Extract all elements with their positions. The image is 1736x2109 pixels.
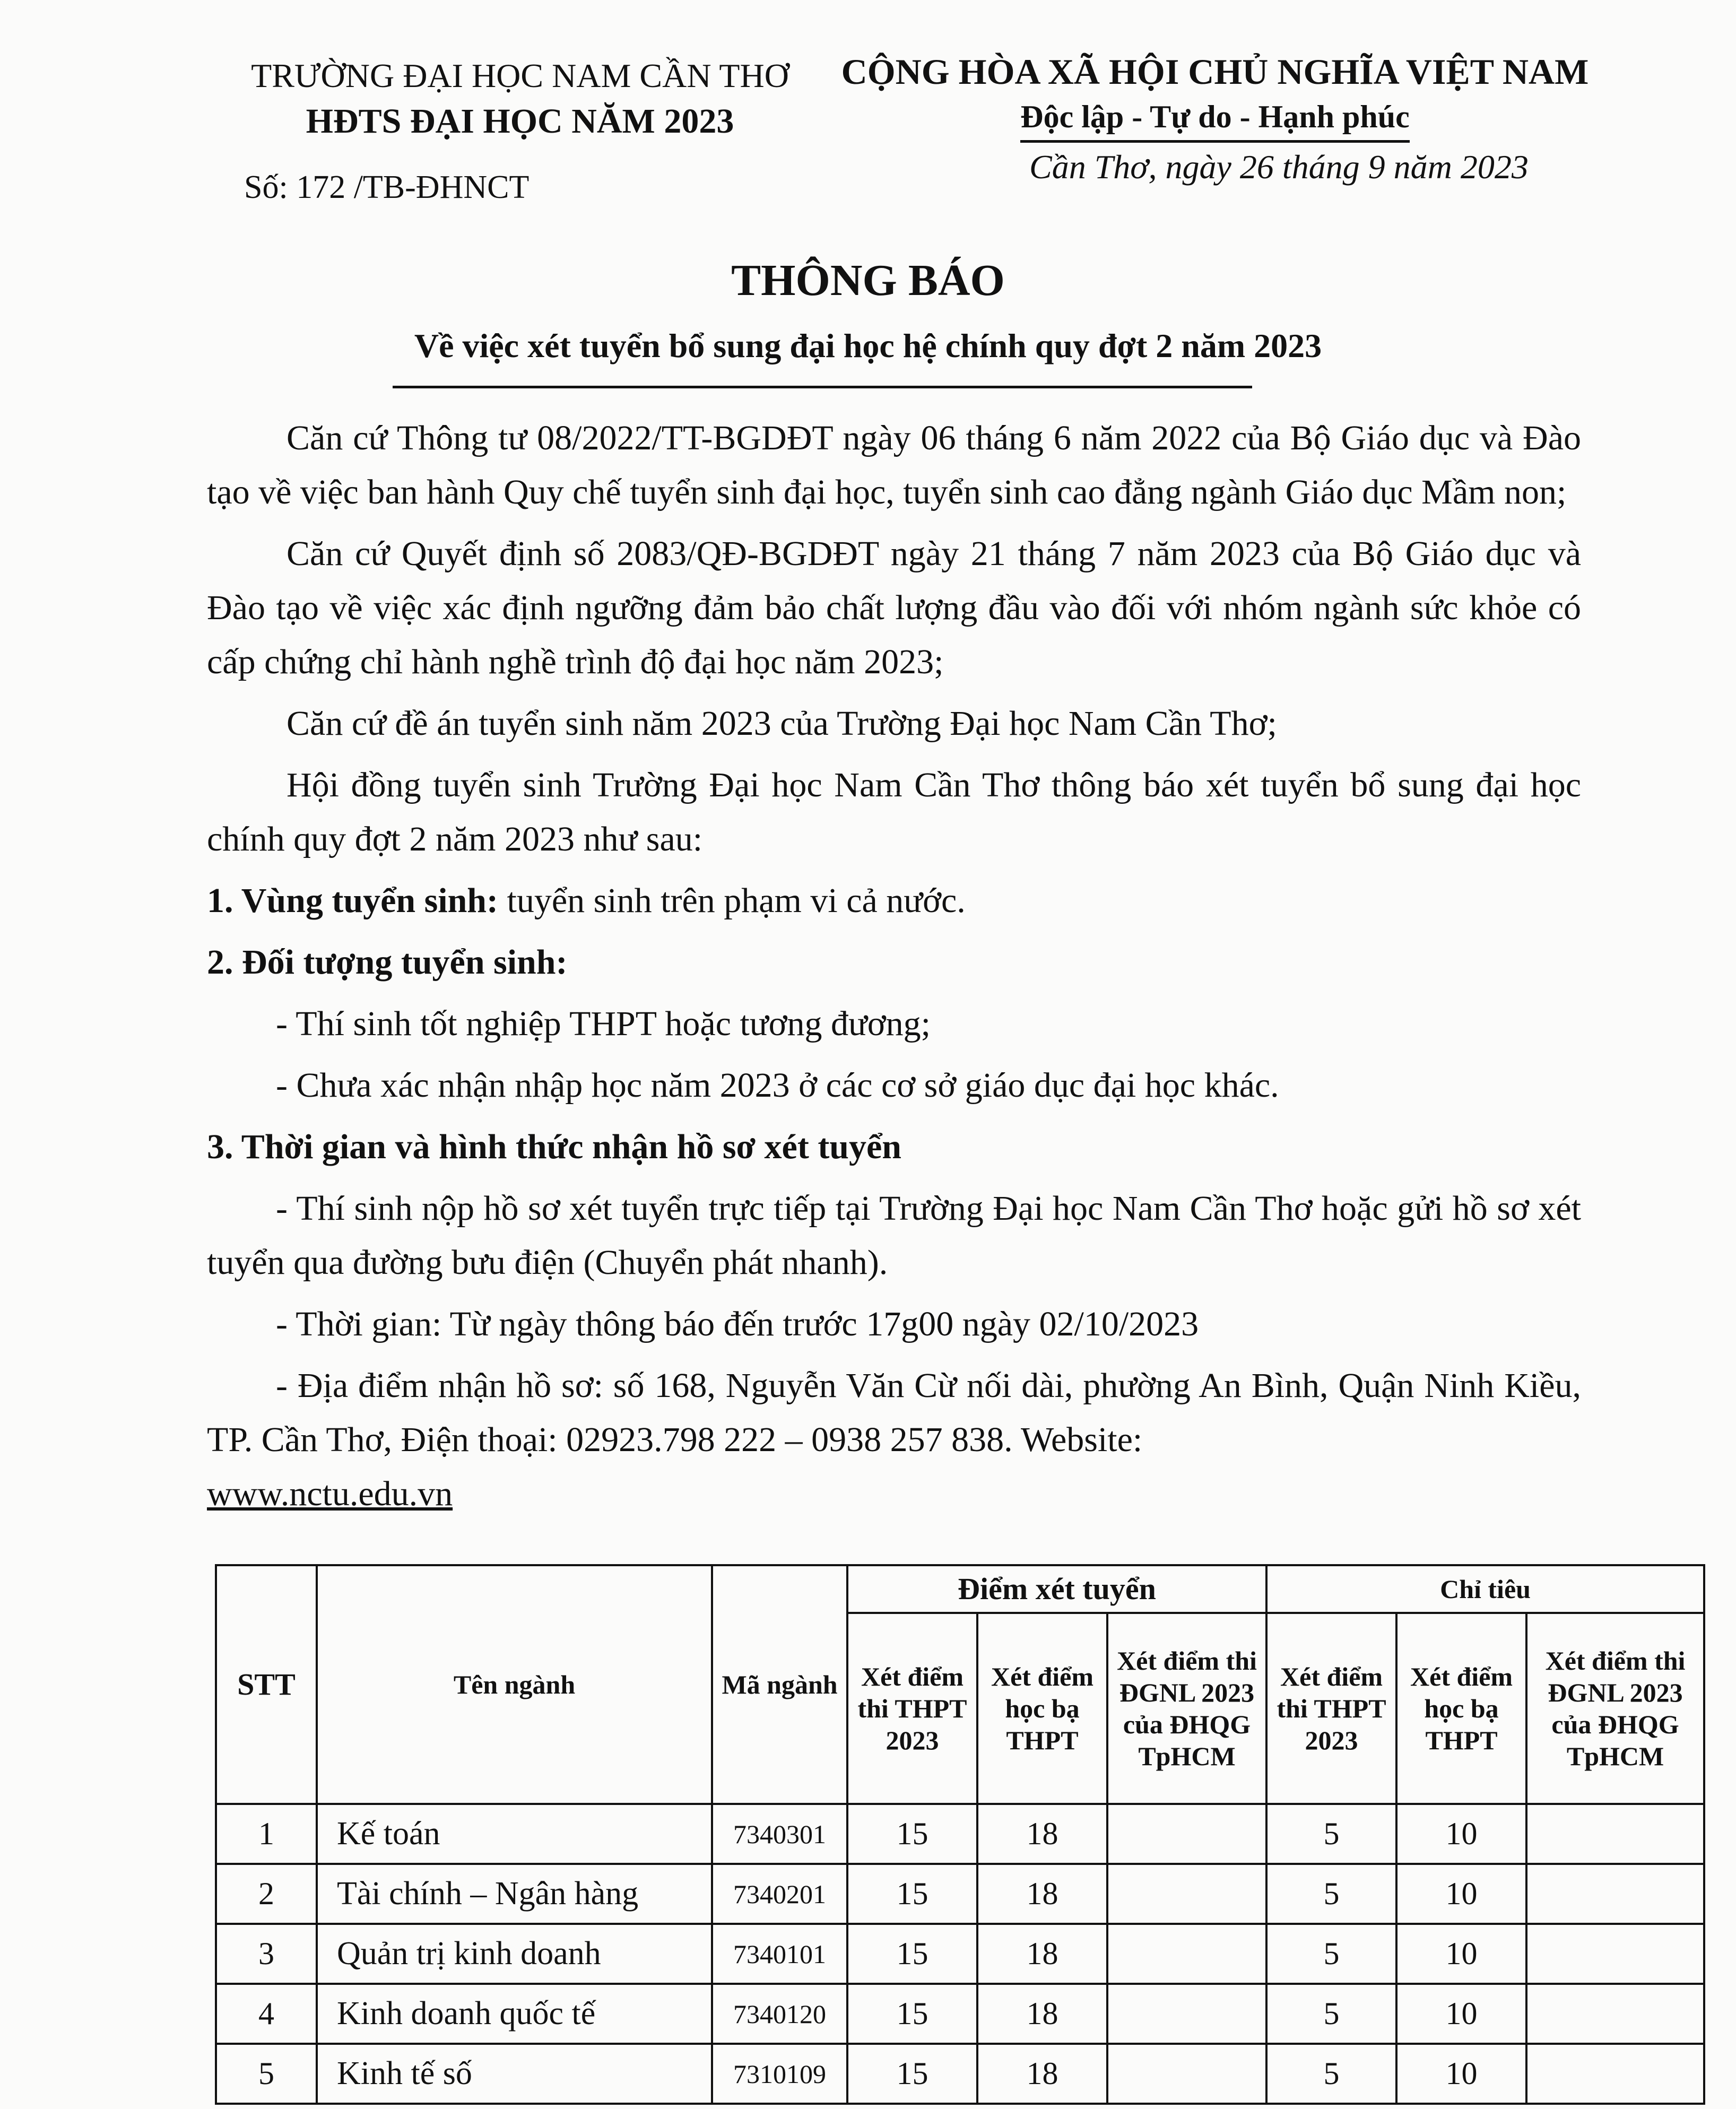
cell-score-dgnl (1107, 1984, 1266, 2044)
cell-score-dgnl (1107, 1804, 1266, 1864)
header-quota-dgnl: Xét điểm thi ĐGNL 2023 của ĐHQG TpHCM (1526, 1613, 1704, 1804)
table-row (216, 1924, 1704, 1984)
cell-name: Kinh tế số (317, 2044, 712, 2104)
issue-date: Cần Thơ, ngày 26 tháng 9 năm 2023 (1029, 148, 1529, 186)
cell-stt: 4 (216, 1984, 317, 2044)
cell-code: 7340301 (712, 1804, 847, 1864)
header-quota-group: Chỉ tiêu (1266, 1565, 1704, 1613)
table-row (216, 1864, 1704, 1924)
section-2-item: - Thí sinh tốt nghiệp THPT hoặc tương đương; (276, 1004, 931, 1043)
section-2-item: - Chưa xác nhận nhập học năm 2023 ở các cơ sở giáo dục đại học khác. (276, 1066, 1279, 1105)
reference-number: Số: 172 /TB-ĐHNCT (244, 169, 530, 205)
cell-quota-thpt: 5 (1266, 2044, 1396, 2104)
cell-score-hocba: 18 (977, 2044, 1107, 2104)
admission-table (215, 1564, 1705, 2105)
cell-quota-thpt: 5 (1266, 1984, 1396, 2044)
cell-name: Kinh doanh quốc tế (317, 1984, 712, 2044)
issuer-block (202, 53, 838, 144)
cell-quota-hocba: 10 (1396, 2044, 1526, 2104)
cell-code: 7340120 (712, 1984, 847, 2044)
section-1 (207, 874, 1581, 928)
table-header-row (216, 1565, 1704, 1613)
header-name: Tên ngành (317, 1565, 712, 1804)
header-code: Mã ngành (712, 1565, 847, 1804)
header-quota-hocba: Xét điểm học bạ THPT (1396, 1613, 1526, 1804)
cell-code: 7340101 (712, 1924, 847, 1984)
header-stt: STT (216, 1565, 317, 1804)
cell-stt: 3 (216, 1924, 317, 1984)
cell-code: 7340201 (712, 1864, 847, 1924)
cell-score-thpt: 15 (847, 1924, 977, 1984)
cell-score-thpt: 15 (847, 2044, 977, 2104)
cell-name: Kế toán (317, 1804, 712, 1864)
section-2-heading: 2. Đối tượng tuyển sinh: (207, 943, 568, 982)
cell-score-dgnl (1107, 2044, 1266, 2104)
cell-code: 7310109 (712, 2044, 847, 2104)
section-1-text: tuyển sinh trên phạm vi cả nước. (498, 881, 966, 920)
cell-score-thpt: 15 (847, 1804, 977, 1864)
org-name: TRƯỜNG ĐẠI HỌC NAM CẦN THƠ (251, 57, 789, 94)
table-row (216, 2044, 1704, 2104)
cell-score-hocba: 18 (977, 1924, 1107, 1984)
cell-quota-dgnl (1526, 2044, 1704, 2104)
country-name: CỘNG HÒA XÃ HỘI CHỦ NGHĨA VIỆT NAM (841, 51, 1589, 92)
cell-quota-dgnl (1526, 1984, 1704, 2044)
cell-score-dgnl (1107, 1864, 1266, 1924)
paragraph-legal-basis-3: Căn cứ đề án tuyển sinh năm 2023 của Trường Đại học Nam Cần Thơ; (287, 704, 1277, 743)
cell-quota-thpt: 5 (1266, 1924, 1396, 1984)
cell-quota-thpt: 5 (1266, 1804, 1396, 1864)
cell-quota-hocba: 10 (1396, 1984, 1526, 2044)
cell-quota-hocba: 10 (1396, 1924, 1526, 1984)
cell-score-hocba: 18 (977, 1864, 1107, 1924)
cell-score-thpt: 15 (847, 1984, 977, 2044)
national-motto: Độc lập - Tự do - Hạnh phúc (1020, 96, 1409, 143)
org-council: HĐTS ĐẠI HỌC NĂM 2023 (306, 102, 734, 141)
cell-score-hocba: 18 (977, 1984, 1107, 2044)
cell-quota-hocba: 10 (1396, 1804, 1526, 1864)
cell-stt: 2 (216, 1864, 317, 1924)
cell-quota-dgnl (1526, 1924, 1704, 1984)
table-row (216, 1804, 1704, 1864)
paragraph-legal-basis-1: Căn cứ Thông tư 08/2022/TT-BGDĐT ngày 06 tháng 6 năm 2022 của Bộ Giáo dục và Đào tạo về việc ban hành Quy chế tuyển sinh đại học, tuyển sinh cao đẳng ngành Giáo dục Mầm non; (207, 419, 1581, 511)
cell-quota-thpt: 5 (1266, 1864, 1396, 1924)
cell-name: Tài chính – Ngân hàng (317, 1864, 712, 1924)
header-score-thpt: Xét điểm thi THPT 2023 (847, 1613, 977, 1804)
cell-quota-hocba: 10 (1396, 1864, 1526, 1924)
header-score-group: Điểm xét tuyển (847, 1565, 1266, 1613)
paragraph-announcement: Hội đồng tuyển sinh Trường Đại học Nam Cần Thơ thông báo xét tuyển bổ sung đại học chính quy đợt 2 năm 2023 như sau: (207, 766, 1581, 858)
header-quota-thpt: Xét điểm thi THPT 2023 (1266, 1613, 1396, 1804)
subtitle-divider (393, 386, 1252, 388)
cell-quota-dgnl (1526, 1804, 1704, 1864)
cell-score-hocba: 18 (977, 1804, 1107, 1864)
section-3-item: - Thí sinh nộp hồ sơ xét tuyển trực tiếp tại Trường Đại học Nam Cần Thơ hoặc gửi hồ sơ xét tuyển qua đường bưu điện (Chuyển phát nhanh). (207, 1189, 1581, 1282)
cell-quota-dgnl (1526, 1864, 1704, 1924)
cell-stt: 1 (216, 1804, 317, 1864)
section-3-item: - Thời gian: Từ ngày thông báo đến trước 17g00 ngày 02/10/2023 (276, 1305, 1199, 1343)
section-3-item: - Địa điểm nhận hồ sơ: số 168, Nguyễn Văn Cừ nối dài, phường An Bình, Quận Ninh Kiều, TP. Cần Thơ, Điện thoại: 02923.798 222 – 0938 257 838. Website: (207, 1366, 1581, 1459)
national-header (828, 48, 1602, 143)
header-score-hocba: Xét điểm học bạ THPT (977, 1613, 1107, 1804)
header-score-dgnl: Xét điểm thi ĐGNL 2023 của ĐHQG TpHCM (1107, 1613, 1266, 1804)
section-3-heading: 3. Thời gian và hình thức nhận hồ sơ xét tuyển (207, 1127, 902, 1166)
cell-stt: 5 (216, 2044, 317, 2104)
table-row (216, 1984, 1704, 2044)
cell-score-thpt: 15 (847, 1864, 977, 1924)
document-body (207, 411, 1581, 1521)
website-link[interactable]: www.nctu.edu.vn (207, 1474, 453, 1513)
paragraph-legal-basis-2: Căn cứ Quyết định số 2083/QĐ-BGDĐT ngày 21 tháng 7 năm 2023 của Bộ Giáo dục và Đào tạo về việc xác định ngưỡng đảm bảo chất lượng đầu vào đối với nhóm ngành sức khỏe có cấp chứng chỉ hành nghề trình độ đại học năm 2023; (207, 534, 1581, 681)
cell-name: Quản trị kinh doanh (317, 1924, 712, 1984)
cell-score-dgnl (1107, 1924, 1266, 1984)
section-1-heading: 1. Vùng tuyển sinh: (207, 881, 498, 920)
document-subtitle: Về việc xét tuyển bổ sung đại học hệ chính quy đợt 2 năm 2023 (414, 327, 1322, 364)
document-title: THÔNG BÁO (731, 256, 1005, 305)
